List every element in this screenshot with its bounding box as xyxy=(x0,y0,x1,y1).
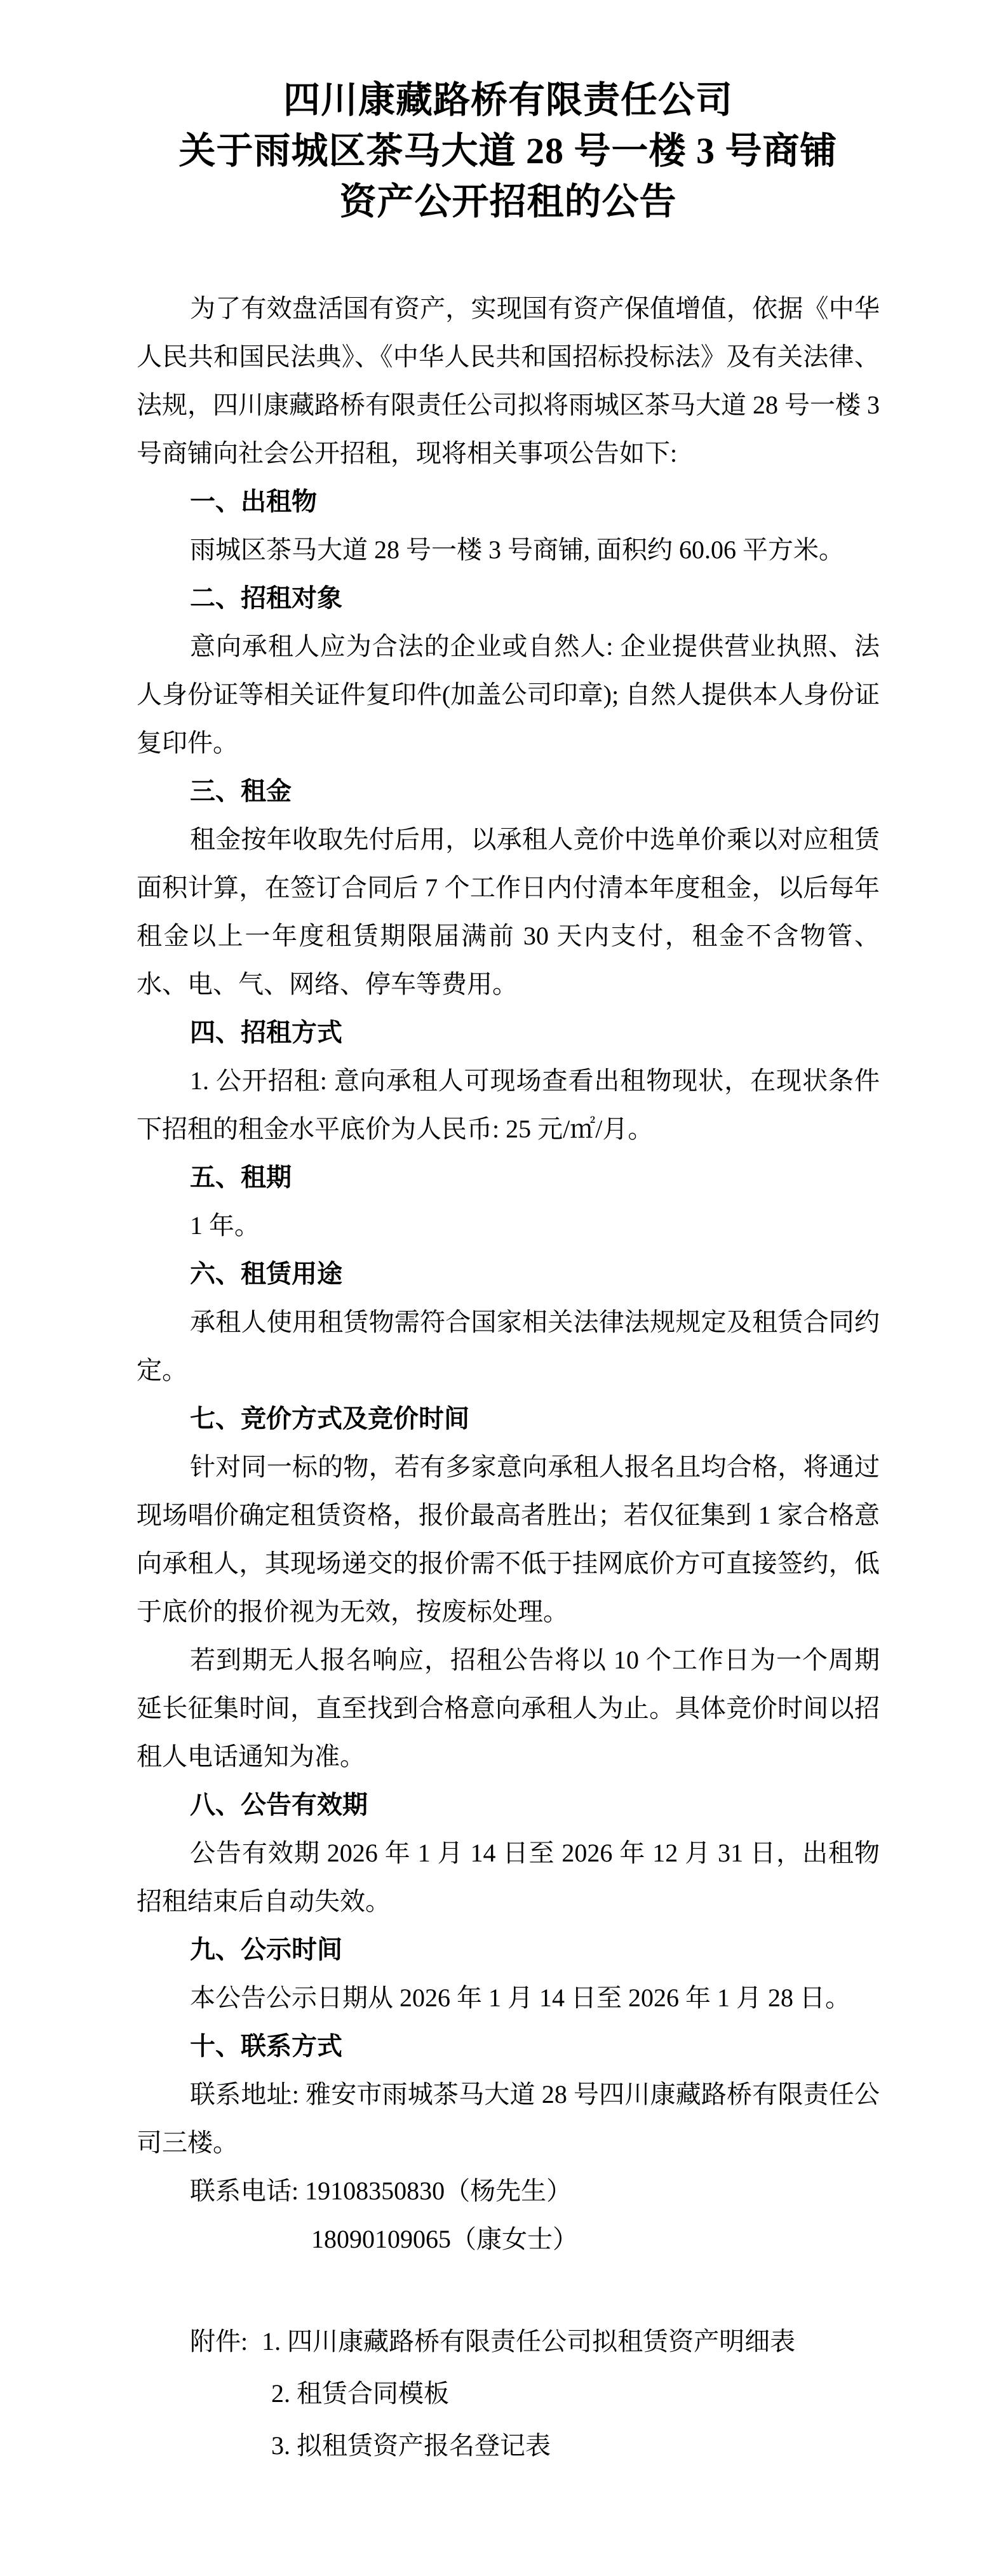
attachment-item-1-line xyxy=(137,2316,880,2368)
section-10-contact-heading: 十、联系方式 xyxy=(190,2032,342,2060)
section-2-paragraph: 意向承租人应为合法的企业或自然人: 企业提供营业执照、法人身份证等相关证件复印件(加盖公司印章); 自然人提供本人身份证复印件。 xyxy=(137,632,880,757)
section-1-paragraph: 雨城区茶马大道 28 号一楼 3 号商铺, 面积约 60.06 平方米。 xyxy=(190,535,844,564)
section-8-paragraph: 公告有效期 2026 年 1 月 14 日至 2026 年 12 月 31 日，出租物招租结束后自动失效。 xyxy=(137,1839,880,1915)
contact-phone-line-1: 联系电话: 19108350830（杨先生） xyxy=(190,2177,572,2205)
contact-phone-line-2: 18090109065（康女士） xyxy=(311,2225,578,2253)
section-4-leasing-method-heading: 四、招租方式 xyxy=(190,1019,342,1047)
section-6-lease-usage-heading: 六、租赁用途 xyxy=(190,1260,342,1288)
attachments-list xyxy=(137,2316,880,2472)
section-1-rental-object-heading: 一、出租物 xyxy=(190,488,317,516)
section-3-rent-heading: 三、租金 xyxy=(190,777,292,805)
section-7-paragraph-2: 若到期无人报名响应，招租公告将以 10 个工作日为一个周期延长征集时间，直至找到合格意向承租人为止。具体竞价时间以招租人电话通知为准。 xyxy=(137,1646,880,1771)
title-line-2: 关于雨城区茶马大道 28 号一楼 3 号商铺 xyxy=(178,130,838,171)
section-7-paragraph-1: 针对同一标的物，若有多家意向承租人报名且均合格，将通过现场唱价确定租赁资格，报价最高者胜出；若仅征集到 1 家合格意向承租人，其现场递交的报价需不低于挂网底价方可直接签约，低于底价的报价视为无效，按废标处理。 xyxy=(137,1452,880,1626)
section-3-paragraph: 租金按年收取先付后用，以承租人竞价中选单价乘以对应租赁面积计算，在签订合同后 7 个工作日内付清本年度租金，以后每年租金以上一年度租赁期限届满前 30 天内支付，租金不含物管、水、电、气、网络、停车等费用。 xyxy=(137,825,880,998)
section-6-paragraph: 承租人使用租赁物需符合国家相关法律法规规定及租赁合同约定。 xyxy=(137,1308,880,1385)
title-line-1: 四川康藏路桥有限责任公司 xyxy=(283,79,733,121)
section-4-paragraph: 1. 公开招租: 意向承租人可现场查看出租物现状，在现状条件下招租的租金水平底价为人民币: 25 元/㎡/月。 xyxy=(137,1066,880,1143)
section-5-lease-term-heading: 五、租期 xyxy=(190,1164,292,1191)
attachment-item-2: 2. 租赁合同模板 xyxy=(271,2379,449,2408)
section-8-validity-period-heading: 八、公告有效期 xyxy=(190,1791,368,1819)
section-2-target-tenants-heading: 二、招租对象 xyxy=(190,584,342,612)
contact-address-line: 联系地址: 雅安市雨城茶马大道 28 号四川康藏路桥有限责任公司三楼。 xyxy=(137,2080,880,2157)
document-body xyxy=(137,285,880,2472)
attachment-item-1: 1. 四川康藏路桥有限责任公司拟租赁资产明细表 xyxy=(262,2327,796,2356)
section-9-publicity-period-heading: 九、公示时间 xyxy=(190,1936,342,1964)
intro-paragraph: 为了有效盘活国有资产，实现国有资产保值增值，依据《中华人民共和国民法典》、《中华人民共和国招标投标法》及有关法律、法规，四川康藏路桥有限责任公司拟将雨城区茶马大道 28 号一楼 3 号商铺向社会公开招租，现将相关事项公告如下: xyxy=(137,294,880,467)
section-9-paragraph: 本公告公示日期从 2026 年 1 月 14 日至 2026 年 1 月 28 日。 xyxy=(190,1983,850,2012)
document-title xyxy=(137,75,880,227)
section-5-paragraph: 1 年。 xyxy=(190,1211,260,1240)
attachments-label: 附件: xyxy=(190,2327,248,2356)
section-7-bidding-heading: 七、竞价方式及竞价时间 xyxy=(190,1405,469,1433)
attachment-item-3: 3. 拟租赁资产报名登记表 xyxy=(271,2431,551,2460)
title-line-3: 资产公开招租的公告 xyxy=(339,181,677,222)
